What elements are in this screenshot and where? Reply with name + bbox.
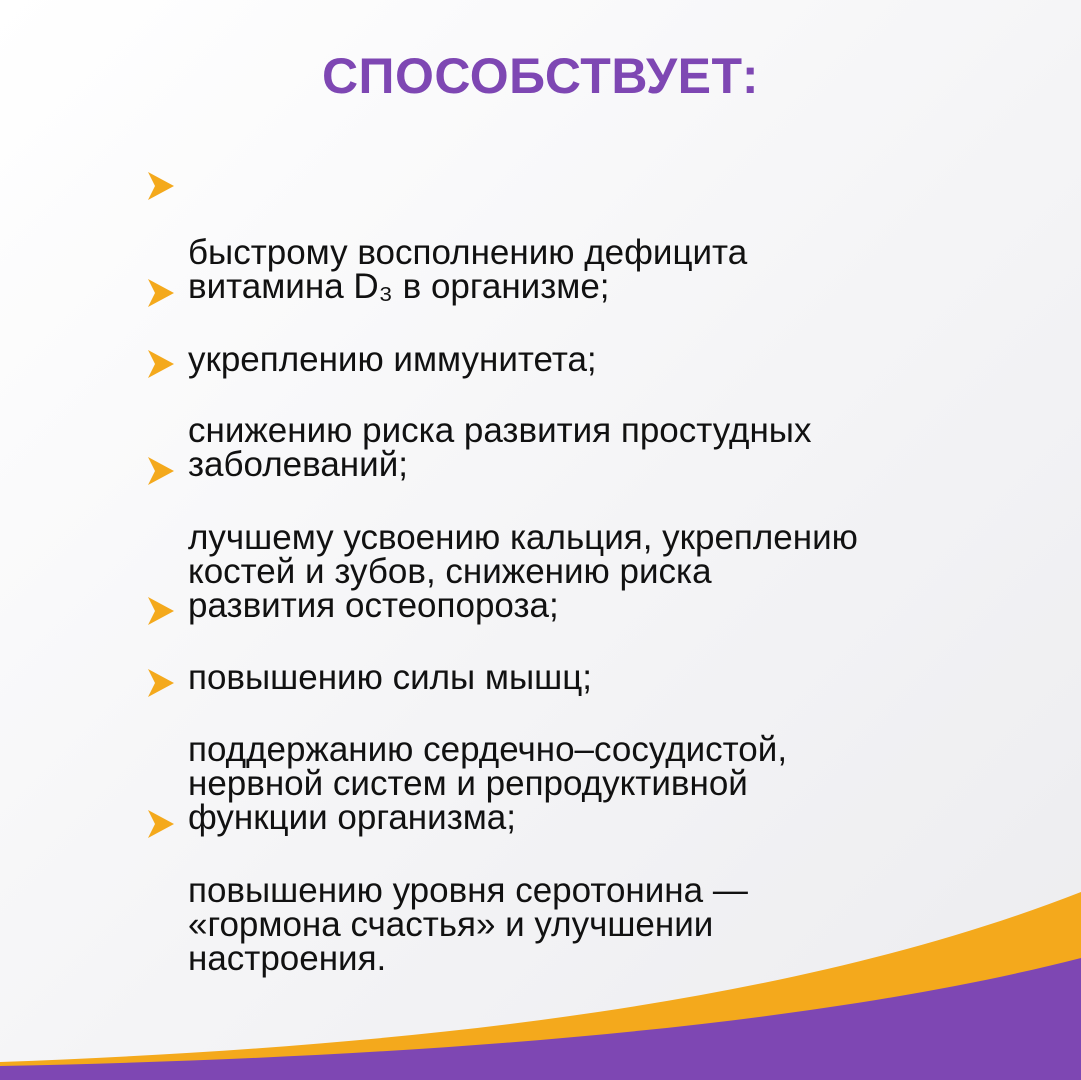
list-item-text: лучшему усвоению кальция, укреплению костей и зубов, снижению риска развития остеопороза; — [188, 518, 858, 625]
list-item-text: быстрому восполнению дефицита витамина D₃ в организме; — [188, 233, 748, 306]
list-item-text: поддержанию сердечно–сосудистой, нервной систем и репродуктивной функции организма; — [188, 730, 788, 837]
list-item-text: повышению силы мышц; — [188, 658, 592, 697]
list-item-text: повышению уровня серотонина — «гормона счастья» и улучшении настроения. — [188, 871, 748, 978]
list-item-text: снижению риска развития простудных заболеваний; — [188, 411, 812, 484]
list-item-text: укреплению иммунитета; — [188, 340, 597, 379]
page-title: СПОСОБСТВУЕТ: — [321, 48, 760, 104]
